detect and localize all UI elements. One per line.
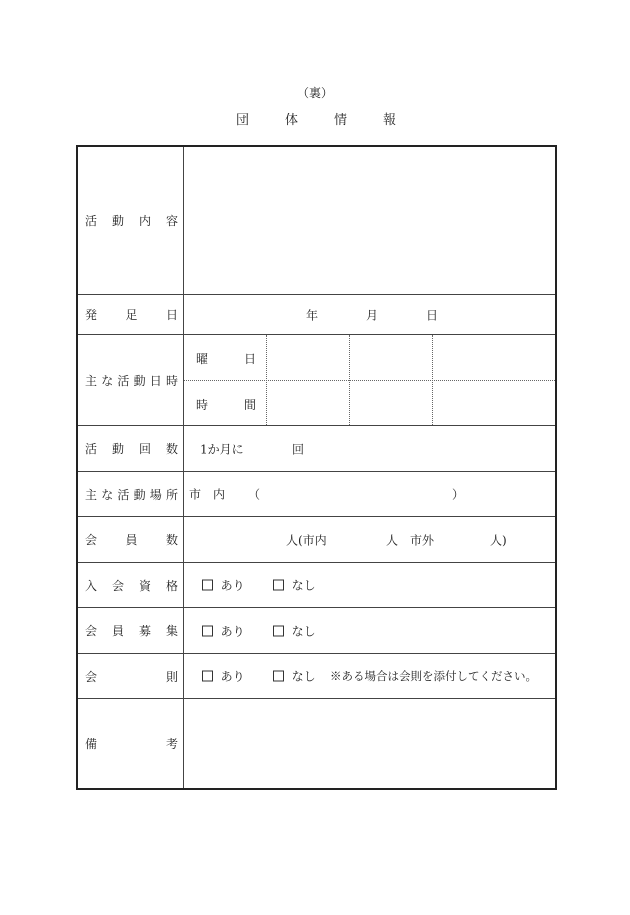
option-label: あり (220, 578, 245, 593)
option-label: なし (291, 578, 316, 593)
remarks-field[interactable] (184, 699, 555, 788)
label-char: 容 (165, 214, 178, 228)
label-char: 則 (165, 669, 178, 684)
label-char: 場 (149, 487, 162, 502)
admission-yes-option[interactable] (202, 577, 245, 594)
members-total-text: 人(市内 (286, 533, 327, 547)
rules-field (184, 654, 555, 698)
admission-row (78, 563, 555, 608)
title-char: 体 (284, 113, 298, 128)
month-unit: 月 (366, 308, 379, 322)
members-row (78, 517, 555, 563)
recruitment-no-option[interactable] (273, 622, 316, 639)
recruitment-field (184, 608, 555, 653)
founding-date-field[interactable] (184, 295, 555, 334)
founding-date-label (78, 295, 184, 334)
founding-date-row (78, 295, 555, 335)
recruitment-row (78, 608, 555, 654)
label-char: 備 (85, 737, 98, 751)
label-char: 所 (165, 487, 178, 502)
label-char: 会 (85, 624, 98, 638)
frequency-row (78, 426, 555, 472)
main-place-field[interactable] (184, 472, 555, 516)
label-char: 数 (165, 533, 178, 547)
admission-label (78, 563, 184, 607)
label-char: 曜 (196, 352, 209, 366)
members-label (78, 517, 184, 562)
open-paren: （ (248, 487, 261, 502)
label-char: 活 (117, 487, 130, 502)
checkbox-icon[interactable] (273, 625, 284, 636)
option-label: あり (220, 669, 245, 684)
weekday-cell[interactable] (350, 335, 431, 379)
label-char: 動 (133, 487, 146, 502)
time-cell[interactable] (433, 381, 553, 425)
members-inside-text: 人 市外 (386, 533, 435, 547)
rules-yes-option[interactable] (202, 668, 245, 685)
activity-content-field[interactable] (184, 147, 555, 294)
city-inside-label: 市 内 (189, 487, 226, 502)
admission-field (184, 563, 555, 607)
activity-content-label (78, 147, 184, 294)
label-char: な (101, 373, 114, 388)
remarks-row (78, 699, 555, 788)
checkbox-icon[interactable] (273, 580, 284, 591)
checkbox-icon[interactable] (202, 625, 213, 636)
label-char: 格 (165, 578, 178, 593)
year-unit: 年 (306, 308, 319, 322)
checkbox-icon[interactable] (202, 580, 213, 591)
admission-no-option[interactable] (273, 577, 316, 594)
label-char: 日 (149, 373, 162, 388)
label-char: 動 (111, 442, 124, 456)
remarks-label (78, 699, 184, 788)
label-char: 動 (111, 214, 124, 228)
label-char: 会 (111, 578, 124, 593)
time-cell[interactable] (267, 381, 348, 425)
label-char: 会 (85, 533, 98, 547)
label-char: 主 (85, 487, 98, 502)
group-info-form (76, 145, 557, 790)
main-schedule-grid (184, 335, 555, 425)
label-char: 入 (85, 578, 98, 593)
frequency-prefix: 1か月に (200, 442, 244, 456)
frequency-suffix: 回 (292, 442, 305, 456)
main-place-row (78, 472, 555, 517)
label-char: 動 (133, 373, 146, 388)
label-char: 主 (85, 373, 98, 388)
page-title (236, 109, 396, 128)
recruitment-yes-option[interactable] (202, 622, 245, 639)
members-outside-text: 人) (490, 533, 507, 547)
main-schedule-row (78, 335, 555, 426)
main-schedule-label (78, 335, 184, 425)
rules-note: ※ある場合は会則を添付してください。 (330, 669, 537, 683)
title-char: 情 (333, 113, 347, 128)
weekday-cell[interactable] (433, 335, 553, 379)
day-unit: 日 (426, 308, 439, 322)
time-label (184, 396, 266, 413)
rules-row (78, 654, 555, 699)
title-char: 報 (382, 113, 396, 128)
frequency-field[interactable] (184, 426, 555, 471)
option-label: なし (291, 669, 316, 684)
label-char: 日 (243, 352, 256, 366)
weekday-label (184, 350, 266, 367)
recruitment-label (78, 608, 184, 653)
label-char: な (101, 487, 114, 502)
option-label: なし (291, 624, 316, 638)
checkbox-icon[interactable] (202, 671, 213, 682)
frequency-label (78, 426, 184, 471)
label-char: 集 (165, 624, 178, 638)
activity-content-row (78, 147, 555, 295)
rules-label (78, 654, 184, 698)
weekday-cell[interactable] (267, 335, 348, 379)
label-char: 活 (85, 214, 98, 228)
label-char: 考 (165, 737, 178, 751)
option-label: あり (220, 624, 245, 638)
main-place-label (78, 472, 184, 516)
label-char: 時 (165, 373, 178, 388)
close-paren: ） (452, 487, 465, 502)
time-cell[interactable] (350, 381, 431, 425)
label-char: 時 (196, 398, 209, 412)
label-char: 数 (165, 442, 178, 456)
title-char: 団 (236, 113, 250, 128)
members-field[interactable] (184, 517, 555, 562)
label-char: 活 (117, 373, 130, 388)
label-char: 間 (243, 398, 256, 412)
label-char: 会 (85, 669, 98, 684)
label-char: 足 (125, 308, 138, 322)
label-char: 資 (138, 578, 151, 593)
label-char: 員 (125, 533, 138, 547)
rules-no-option[interactable] (273, 668, 316, 685)
label-char: 内 (138, 214, 151, 228)
label-char: 日 (165, 308, 178, 322)
label-char: 発 (85, 308, 98, 322)
checkbox-icon[interactable] (273, 671, 284, 682)
back-side-label: （裏） (296, 86, 333, 100)
label-char: 募 (138, 624, 151, 638)
label-char: 員 (111, 624, 124, 638)
label-char: 活 (85, 442, 98, 456)
label-char: 回 (138, 442, 151, 456)
